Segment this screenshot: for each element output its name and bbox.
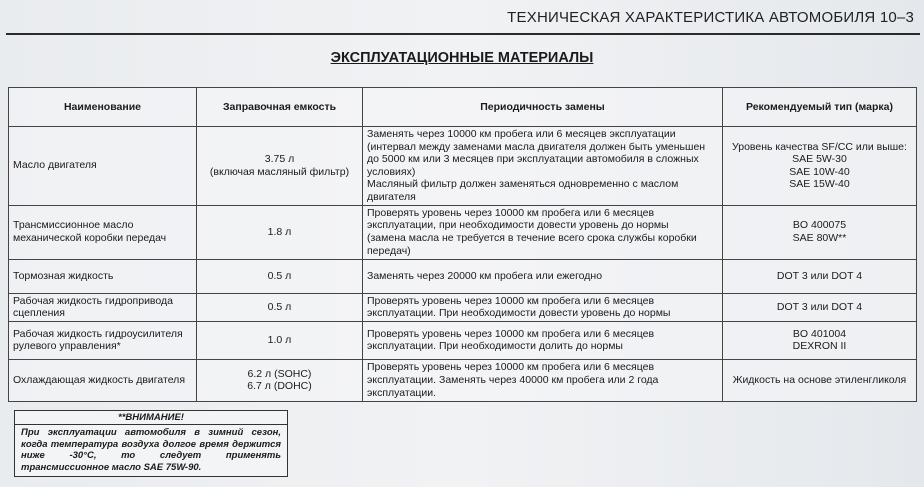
cell-name: Тормозная жидкость: [9, 259, 197, 293]
cell-capacity: 6.2 л (SOHC) 6.7 л (DOHC): [197, 359, 363, 401]
cell-name: Масло двигателя: [9, 127, 197, 206]
cell-type: Уровень качества SF/CC или выше: SAE 5W-30 SAE 10W-40 SAE 15W-40: [723, 127, 917, 206]
cell-interval: Проверять уровень через 10000 км пробега или 6 месяцев эксплуатации, при необходимости довести уровень до нормы (замена масла не требуется в течение всего срока службы коробки передач): [363, 205, 723, 259]
table-header-row: [9, 88, 917, 127]
cell-interval: Заменять через 20000 км пробега или ежегодно: [363, 259, 723, 293]
warning-note-text: При эксплуатации автомобиля в зимний сезон, когда температура воздуха долгое время держится ниже -30°С, то следует применять трансмиссионное масло SAE 75W-90.: [21, 427, 281, 473]
cell-name: Рабочая жидкость гидроусилителя рулевого управления*: [9, 321, 197, 359]
warning-note-title: **ВНИМАНИЕ!: [15, 411, 287, 425]
cell-capacity: 3.75 л (включая масляный фильтр): [197, 127, 363, 206]
cell-type: Жидкость на основе этиленгликоля: [723, 359, 917, 401]
cell-capacity: 1.8 л: [197, 205, 363, 259]
materials-table: [8, 87, 917, 402]
cell-interval: Заменять через 10000 км пробега или 6 месяцев эксплуатации (интервал между заменами масла двигателя должен быть уменьшен до 5000 км или 3 месяцев при эксплуатации автомобиля в сложных условиях) Масляный фильтр должен заменяться одновременно с маслом двигателя: [363, 127, 723, 206]
page-header-title: ТЕХНИЧЕСКАЯ ХАРАКТЕРИСТИКА АВТОМОБИЛЯ 10–3: [507, 9, 914, 26]
table-row: [9, 127, 917, 206]
cell-interval: Проверять уровень через 10000 км пробега или 6 месяцев эксплуатации. При необходимости довести уровень до нормы: [363, 293, 723, 321]
cell-name: Охлаждающая жидкость двигателя: [9, 359, 197, 401]
header-capacity: Заправочная емкость: [197, 88, 363, 127]
header-interval: Периодичность замены: [363, 88, 723, 127]
cell-name: Рабочая жидкость гидропривода сцепления: [9, 293, 197, 321]
cell-capacity: 1.0 л: [197, 321, 363, 359]
table-row: [9, 359, 917, 401]
header-divider: [6, 33, 920, 35]
cell-type: BO 400075 SAE 80W**: [723, 205, 917, 259]
cell-type: DOT 3 или DOT 4: [723, 293, 917, 321]
table-row: [9, 293, 917, 321]
cell-name: Трансмиссионное масло механической коробки передач: [9, 205, 197, 259]
cell-capacity: 0.5 л: [197, 259, 363, 293]
header-type: Рекомендуемый тип (марка): [723, 88, 917, 127]
table-row: [9, 321, 917, 359]
warning-note: [14, 410, 288, 477]
table-row: [9, 205, 917, 259]
cell-type: DOT 3 или DOT 4: [723, 259, 917, 293]
cell-interval: Проверять уровень через 10000 км пробега или 6 месяцев эксплуатации. Заменять через 40000 км пробега или 2 года эксплуатации.: [363, 359, 723, 401]
cell-capacity: 0.5 л: [197, 293, 363, 321]
cell-interval: Проверять уровень через 10000 км пробега или 6 месяцев эксплуатации. При необходимости долить до нормы: [363, 321, 723, 359]
header-name: Наименование: [9, 88, 197, 127]
cell-type: BO 401004 DEXRON II: [723, 321, 917, 359]
table-row: [9, 259, 917, 293]
section-title: ЭКСПЛУАТАЦИОННЫЕ МАТЕРИАЛЫ: [330, 50, 594, 66]
